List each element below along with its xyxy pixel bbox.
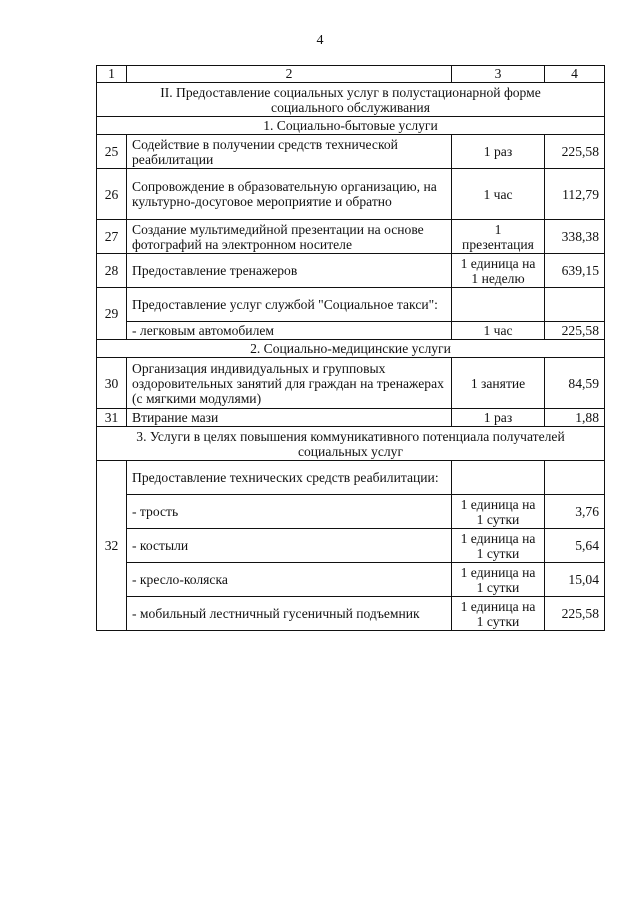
service-name: Втирание мази (127, 409, 452, 427)
subsection-title-communication: 3. Услуги в целях повышения коммуникативного потенциала получателей социальных услуг (97, 427, 605, 461)
service-unit: 1 единица на 1 сутки (452, 597, 545, 631)
service-sub-name: - костыли (127, 529, 452, 563)
service-price-empty (545, 461, 605, 495)
table-row (97, 461, 605, 495)
column-number-row (97, 66, 605, 83)
table-row (97, 563, 605, 597)
column-number-3: 3 (452, 66, 545, 83)
service-name: Содействие в получении средств технической реабилитации (127, 135, 452, 169)
row-number: 27 (97, 220, 127, 254)
subsection-title-row (97, 117, 605, 135)
subsection-title-row (97, 427, 605, 461)
row-number: 32 (97, 461, 127, 631)
table-row (97, 254, 605, 288)
table-row (97, 409, 605, 427)
table-row (97, 495, 605, 529)
page-number: 4 (316, 33, 324, 48)
service-price: 639,15 (545, 254, 605, 288)
subsection-title-social-household: 1. Социально-бытовые услуги (97, 117, 605, 135)
service-unit: 1 презентация (452, 220, 545, 254)
services-tariff-table (96, 65, 605, 631)
row-number: 25 (97, 135, 127, 169)
service-price: 5,64 (545, 529, 605, 563)
subsection-title-row (97, 340, 605, 358)
table-row (97, 358, 605, 409)
service-name: Предоставление тренажеров (127, 254, 452, 288)
service-unit: 1 единица на 1 сутки (452, 529, 545, 563)
service-name: Предоставление технических средств реабилитации: (127, 461, 452, 495)
table-row (97, 597, 605, 631)
service-price: 84,59 (545, 358, 605, 409)
table-row (97, 220, 605, 254)
service-price: 15,04 (545, 563, 605, 597)
table-row (97, 322, 605, 340)
service-price: 3,76 (545, 495, 605, 529)
service-name: Сопровождение в образовательную организацию, на культурно-досуговое мероприятие и обратно (127, 169, 452, 220)
service-unit: 1 единица на 1 сутки (452, 563, 545, 597)
service-sub-name: - легковым автомобилем (127, 322, 452, 340)
service-sub-name: - трость (127, 495, 452, 529)
subsection-title-social-medical: 2. Социально-медицинские услуги (97, 340, 605, 358)
service-unit-empty (452, 461, 545, 495)
service-price: 225,58 (545, 135, 605, 169)
service-price: 1,88 (545, 409, 605, 427)
service-unit: 1 занятие (452, 358, 545, 409)
service-sub-name: - мобильный лестничный гусеничный подъемник (127, 597, 452, 631)
section-title-row (97, 83, 605, 117)
column-number-2: 2 (127, 66, 452, 83)
service-name: Создание мультимедийной презентации на основе фотографий на электронном носителе (127, 220, 452, 254)
row-number: 29 (97, 288, 127, 340)
column-number-1: 1 (97, 66, 127, 83)
service-price: 338,38 (545, 220, 605, 254)
table-row (97, 135, 605, 169)
service-price-empty (545, 288, 605, 322)
service-price: 225,58 (545, 322, 605, 340)
service-unit: 1 час (452, 322, 545, 340)
section-title: II. Предоставление социальных услуг в полустационарной форме социального обслуживания (97, 83, 605, 117)
service-unit-empty (452, 288, 545, 322)
table-row (97, 288, 605, 322)
row-number: 31 (97, 409, 127, 427)
row-number: 28 (97, 254, 127, 288)
table-row (97, 529, 605, 563)
service-unit: 1 раз (452, 409, 545, 427)
table-row (97, 169, 605, 220)
service-unit: 1 единица на 1 сутки (452, 495, 545, 529)
service-name: Организация индивидуальных и групповых оздоровительных занятий для граждан на тренажерах (с мягкими модулями) (127, 358, 452, 409)
service-unit: 1 раз (452, 135, 545, 169)
column-number-4: 4 (545, 66, 605, 83)
service-price: 112,79 (545, 169, 605, 220)
service-name: Предоставление услуг службой "Социальное такси": (127, 288, 452, 322)
service-sub-name: - кресло-коляска (127, 563, 452, 597)
row-number: 26 (97, 169, 127, 220)
service-unit: 1 единица на 1 неделю (452, 254, 545, 288)
service-price: 225,58 (545, 597, 605, 631)
service-unit: 1 час (452, 169, 545, 220)
row-number: 30 (97, 358, 127, 409)
